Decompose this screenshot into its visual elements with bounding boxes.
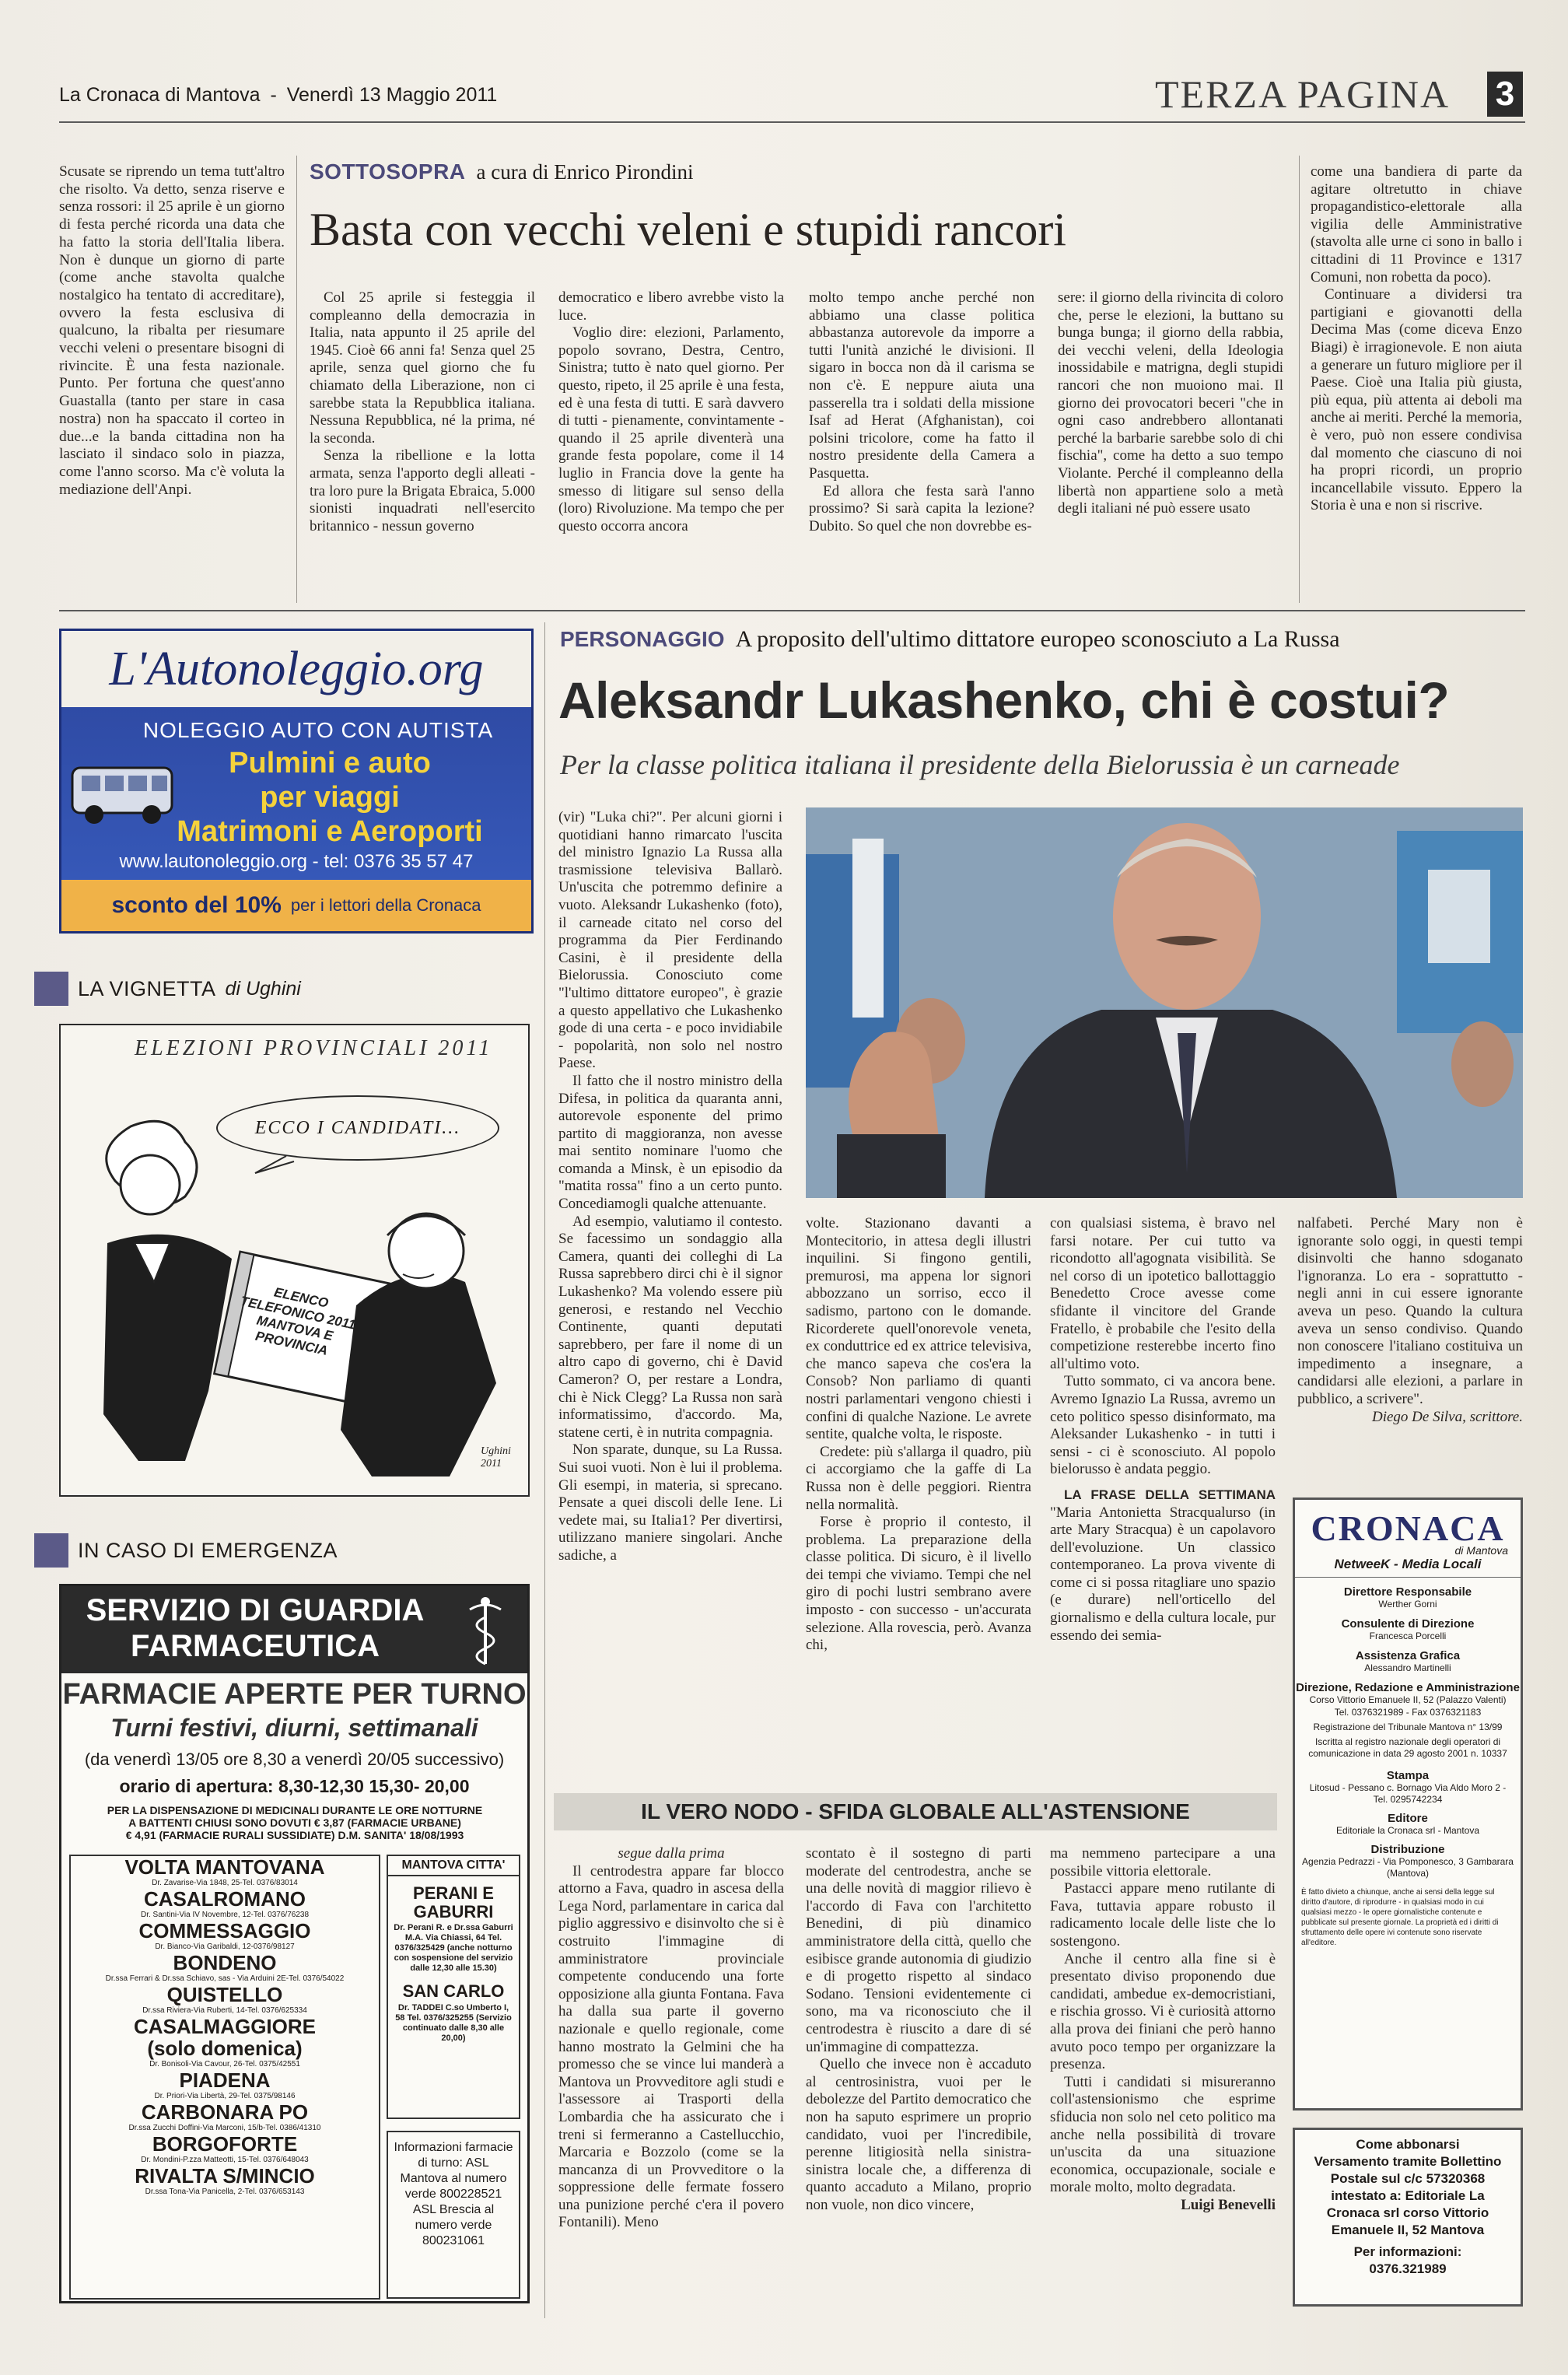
turni-date: (da venerdì 13/05 ore 8,30 a venerdì 20/05 successivo) <box>84 1750 505 1769</box>
pharmacy-details: Dr. Santini-Via IV Novembre, 12-Tel. 0376/76238 <box>140 1911 310 1919</box>
pharmacy-list-item <box>71 1920 379 1952</box>
masthead-role: Direzione, Redazione e Amministrazione <box>1296 1681 1520 1694</box>
pharmacy-list-item <box>71 1856 379 1888</box>
sottosopra-kicker-row <box>310 159 693 184</box>
autonoleggio-ad[interactable] <box>59 629 534 934</box>
pharmacy-list <box>71 1856 379 2197</box>
nodo-col-2: scontato è il sostegno di parti moderate del centrodestra, anche se una delle novità di maggior rilievo è l'accordo di Fava con l'architetto Benedini, di più dinamico amministratore della città, quello che esibisce grande autonomia di giudizio e di progetto rispetto al sindaco Sodano. Tensioni evidentemente ci sono, ma va riconosciuto che il centrodestra è riuscito a dare di sé un'immagine di compattezza. Quello che invece non è accaduto al centrosinistra, vuoi per le debolezze del Partito democratico che non ha saputo esprimere un proprio candidato, vuoi per l'incredibile, perenne litigiosità nella sinistra-sinistra locale che, a differenza di quanto accaduto a Milano, proprio non vuole, non dico vincere, <box>806 1845 1031 2213</box>
header-rule <box>59 121 1525 123</box>
masthead-person: Francesca Porcelli <box>1369 1631 1447 1641</box>
paper-name: La Cronaca di Mantova <box>59 84 261 106</box>
personaggio-subhead: Per la classe politica italiana il presidente della Bielorussia è un carneade <box>560 749 1400 780</box>
pharmacy-details: Dr. Mondini-P.zza Matteotti, 15-Tel. 0376/648043 <box>141 2156 309 2164</box>
headline: Basta con vecchi veleni e stupidi rancori <box>310 204 1066 255</box>
ad-contact: www.lautonoleggio.org - tel: 0376 35 57 47 <box>119 851 474 872</box>
cartoon-box <box>59 1024 530 1497</box>
abbonarsi-box: Come abbonarsi Versamento tramite Bollettino Postale sul c/c 57320368 intestato a: Editoriale La Cronaca srl corso Vittorio Emanuele II, 52 Mantova Per informazioni: 0376.321989 <box>1293 2128 1523 2307</box>
sottosopra-col-1: Col 25 aprile si festeggia il compleanno della democrazia in Italia, nata appunto il 25 aprile del 1945. Cioè 66 anni fa! Senza quel 25 aprile, senza quel giorno che fu chiamato della Liberazione, non ci sarebbe stata la Repubblica italiana. Nessuna Repubblica, né la prima, né la seconda. Senza la ribellione e la lotta armata, senza l'apporto degli alleati - tra loro pure la Brigata Ebraica, 5.000 sionisti inquadrati nell'esercito britannico - nessun governo <box>310 289 535 534</box>
page-number: 3 <box>1487 72 1523 117</box>
cartoon-drawing <box>61 1025 530 1497</box>
pharmacy-town: CARBONARA PO <box>141 2100 309 2124</box>
sottosopra-col-4: sere: il giorno della rivincita di coloro che, perse le elezioni, la buttano su bunga bunga; il giorno della rabbia, dei vecchi veleni, della Ideologia inossidabile e matrigna, degli stupidi rancori che non muoiono mai. Il giorno dei provocatori beceri "che in ogni caso andrebbero allontanati perché la barbarie sarebbe solo di chi fischia", come ha detto a suo tempo Violante. Perché il compleanno della libertà non appartiene solo a metà degli italiani né può essere usato <box>1058 289 1283 517</box>
ad-band: NOLEGGIO AUTO CON AUTISTA <box>142 718 494 742</box>
lukashenko-photo <box>806 807 1523 1198</box>
personaggio-col-4: nalfabeti. Perché Mary non è ignorante solo oggi, in questi tempi disinvolti che hanno sdoganato l'ignoranza. Lo era - soprattutto - negli anni in cui essere ignorante aveva un peso. Quando la cultura aveva un senso condiviso. Quando non conoscere l'italiano costituiva un impedimento a insegnare, a candidarsi alle elezioni, a parlare in pubblico, a scrivere". Diego De Silva, scrittore. <box>1297 1215 1523 1425</box>
divider <box>296 156 297 603</box>
pharmacy-town: CASALROMANO <box>144 1887 306 1911</box>
header-paper-date: La Cronaca di Mantova - Venerdì 13 Maggio 2011 <box>59 84 498 106</box>
pharmacy-details: Dr.ssa Zucchi Doffini-Via Marconi, 15/b-Tel. 0386/41310 <box>128 2124 321 2132</box>
section-title: TERZA PAGINA <box>1155 72 1451 116</box>
personaggio-headline: Aleksandr Lukashenko, chi è costui? <box>558 671 1450 729</box>
sottosopra-col-2: democratico e libero avrebbe visto la luce. Voglio dire: elezioni, Parlamento, popolo sovrano, Destra, Centro, Sinistra; tutto è nato quel giorno. Per questo, ripeto, il 25 aprile è una festa, ed è una festa di tutti. E sarà davvero di tutti - pienamente, convintamente - quando il 25 aprile diventerà una grande festa popolare, come il 14 luglio in Francia dove la gente ha smesso di litigare sul senso della (loro) Rivoluzione. Ma tempo che per questo occorra ancora <box>558 289 784 534</box>
dispensazione-note: PER LA DISPENSAZIONE DI MEDICINALI DURANTE LE ORE NOTTURNE A BATTENTI CHIUSI SONO DOVUTI € 3,87 (FARMACIE URBANE) € 4,91 (FARMACIE RURALI SUSSIDIATE) D.M. SANITA' 18/08/1993 <box>107 1804 483 1841</box>
ad-brand: L'Autonoleggio.org <box>61 631 531 707</box>
aperte-title: FARMACIE APERTE PER TURNO <box>62 1678 527 1711</box>
pharmacy-details: Dr.ssa Riviera-Via Ruberti, 14-Tel. 0376/625334 <box>142 2006 307 2015</box>
masthead-person: Werther Gorni <box>1378 1599 1437 1610</box>
pharmacy-details: Dr. Priori-Via Libertà, 29-Tel. 0375/98146 <box>154 2092 296 2100</box>
cartoon-title: ELEZIONI PROVINCIALI 2011 <box>135 1036 493 1060</box>
pharmacy-list-item <box>71 2016 379 2037</box>
pharmacy-details: Dr. Bonisoli-Via Cavour, 26-Tel. 0375/42551 <box>149 2060 300 2068</box>
emergenza-header: IN CASO DI EMERGENZA <box>34 1534 579 1567</box>
masthead-person: Corso Vittorio Emanuele II, 52 (Palazzo Valenti) <box>1309 1694 1507 1705</box>
pharmacy-town: QUISTELLO <box>166 1983 283 2006</box>
caduceus-icon <box>454 1594 516 1666</box>
personaggio-col-2: volte. Stazionano davanti a Montecitorio, in attesa degli illustri inquilini. Si fingono gentili, premurosi, ma appena lor signori abbozzano un sorriso, ecco il sadismo, partono con le domande. Ricorderete quell'onorevole veneta, ex conduttrice ed ex attrice televisiva, che manco sapeva che cos'era la Consob? Non parliamo di quanti nostri parlamentari vengono chiesti i confini di qualche Nazione. Le avrete sentite, qualche volta, le risposte. Credete: più s'allarga il quadro, più ci accorgiamo che la gaffe di La Russa non è delle peggiori. Rientra nella normalità. Forse è proprio il contesto, il problema. La preparazione della classe politica. Di sicuro, è il livello dei tempi che viviamo. Tempi che nel giro di pochi lustri sembrano avere imposto - con successo - un'accurata selezione. Alla rovescia, però. Avanza chi, <box>806 1215 1031 1654</box>
pharmacy-list-item <box>71 2069 379 2101</box>
ad-headline: Pulmini e auto per viaggi Matrimoni e Aeroporti <box>177 747 483 848</box>
masthead-box: CRONACA di Mantova NetweeK - Media Locali Direttore Responsabile Werther Gorni Consulente di Direzione Francesca Porcelli Assistenza Grafica Alessandro Martinelli Direzione, Redazione e Amministrazione Corso Vittorio Emanuele II, 52 (Palazzo Valenti) Tel. 0376321989 - Fax 0376321183 Registrazione del Tribunale Mantova n° 13/99 Iscritta al registro nazionale degli operatori di comunicazione in data 29 agosto 2001 n. 10337 Stampa Litosud - Pessano c. Bornago Via Aldo Moro 2 - Tel. 0295742234 Editore Editoriale la Cronaca srl - Mantova Distribuzione Agenzia Pedrazzi - Via Pomponesco, 3 Gambarara (Mantova) È fatto divieto a chiunque, anche ai sensi della legge sul diritto d'autore, di riprodurre - in qualsiasi modo in cui qualsiasi mezzo - le opere giornalistiche contenute e pubblicate sul presente giornale. La proprietà ed i diritti di sfruttamento delle opere ivi contenute sono riservate all'editore. <box>1293 1498 1523 2111</box>
masthead-roles <box>1295 1585 1521 1705</box>
vignetta-header: LA VIGNETTA di Ughini <box>34 972 579 1005</box>
info-box: Informazioni farmacie di turno: ASL Mantova al numero verde 800228521 ASL Brescia al numero verde 800231061 <box>387 2131 520 2299</box>
pharmacy-town: RIVALTA S/MINCIO <box>135 2164 315 2188</box>
pharmacy-list-item <box>71 1984 379 2016</box>
nodo-title-bar: IL VERO NODO - SFIDA GLOBALE ALL'ASTENSIONE <box>554 1793 1277 1830</box>
speech-bubble: ECCO I CANDIDATI... <box>216 1095 499 1161</box>
pharmacy-details: Dr.ssa Ferrari & Dr.ssa Schiavo, sas - Via Arduini 2E-Tel. 0376/54022 <box>105 1974 345 1983</box>
orario: orario di apertura: 8,30-12,30 15,30- 20,00 <box>119 1776 470 1796</box>
pharmacy-town: PIADENA <box>179 2068 271 2092</box>
masthead-name: CRONACA <box>1311 1508 1505 1548</box>
masthead-person: Alessandro Martinelli <box>1364 1662 1451 1673</box>
kicker: SOTTOSOPRA <box>310 159 466 184</box>
pharmacy-town: BORGOFORTE <box>152 2132 298 2156</box>
section-rule <box>59 610 1525 611</box>
photo-illustration <box>806 807 1523 1198</box>
sottosopra-col-5: come una bandiera di parte da agitare oltretutto in chiave propagandistico-elettorale alla vigilia delle Amministrative (stavolta alle urne ci sono in ballo i cittadini di 11 Province e 1317 Comuni, non robetta da poco). Continuare a dividersi tra partigiani e giovanotti della Decima Mas (come diceva Enzo Biagi) è irragionevole. E non aiuta a generare un futuro migliore per il Paese. Cioè una Italia più giusta, più equa, più attenta ai deboli ma anche ai meriti. Perché la memoria, è vero, può non essere condivisa dal momento che ciascuno di noi ha propri ricordi, un proprio incancellabile vissuto. Eppero la Storia è una e non si riscrive. <box>1311 163 1522 514</box>
sottosopra-col-3: molto tempo anche perché non abbiamo una classe politica abbastanza autorevole da imporre a tutti l'unità anziché le divisioni. Il sigaro in bocca non dà il carisma se non c'è. E neppure aiuta una passerella tra i soldati della missione Isaf ad Herat (Afghanistan), coi polsini tricolore, come ha fatto il nostro presidente della Camera a Pasquetta. Ed allora che festa sarà l'anno prossimo? Si sarà capita la lezione? Dubito. So quel che non dovrebbe es- <box>809 289 1034 534</box>
masthead-role: Consulente di Direzione <box>1341 1617 1475 1631</box>
pharmacy-list-item <box>71 1888 379 1920</box>
pharmacy-list-item <box>71 2037 379 2069</box>
turni: Turni festivi, diurni, settimanali <box>110 1714 478 1742</box>
book-label: ELENCO TELEFONICO 2011 MANTOVA E PROVINCIA <box>239 1284 357 1358</box>
artist-signature: Ughini 2011 <box>481 1445 511 1469</box>
divider <box>1299 156 1300 603</box>
pharmacy-list-item <box>71 2101 379 2133</box>
pharmacy-details: Dr. Zavarise-Via 1848, 25-Tel. 0376/83014 <box>152 1879 298 1887</box>
masthead-role: Assistenza Grafica <box>1355 1649 1461 1662</box>
pharmacy-list-item <box>71 2133 379 2165</box>
provincia-list <box>69 1855 380 2300</box>
pharmacy-details: Dr. Bianco-Via Garibaldi, 12-0376/98127 <box>155 1942 295 1951</box>
pharmacy-town: VOLTA MANTOVANA <box>124 1855 325 1879</box>
pharmacy-details: Dr.ssa Tona-Via Panicella, 2-Tel. 0376/653143 <box>145 2188 305 2196</box>
pharmacy-list-item <box>71 1952 379 1984</box>
pharmacy-town: BONDENO <box>173 1951 277 1974</box>
personaggio-kicker-row: PERSONAGGIO A proposito dell'ultimo dittatore europeo sconosciuto a La Russa <box>560 626 1340 652</box>
masthead-role: Direttore Responsabile <box>1343 1585 1472 1599</box>
section-square <box>34 972 68 1006</box>
mantova-citta-box: MANTOVA CITTA' PERANI E GABURRI Dr. Perani R. e Dr.ssa Gaburri M.A. Via Chiassi, 64 Tel. 0376/325429 (anche notturno con sospensione del servizio dalle 12,30 alle 15.30) SAN CARLO Dr. TADDEI C.so Umberto I, 58 Tel. 0376/325255 (Servizio continuato dalle 8,30 alle 20,00) <box>387 1855 520 2119</box>
ad-discount: sconto del 10% per i lettori della Cronaca <box>61 880 531 931</box>
nodo-col-3: ma nemmeno partecipare a una possibile vittoria elettorale. Pastacci appare meno rutilante di Fava, tuttavia appare robusto il radicamento locale delle liste che lo sostengono. Anche il centro alla fine si è presentato diviso proponendo due candidati, ambedue ex-democristiani, e rischia grosso. Vi è curiosità attorno alla prova dei finiani che però hanno avuto poco tempo per organizzare la presenza. Tutti i candidati si misureranno coll'astensionismo che esprime sfiducia non solo nel ceto politico ma anche nella possibilità di trovare un'uscita da una situazione economica, occupazionale, sociale e morale molto, molto degradata. Luigi Benevelli <box>1050 1845 1276 2213</box>
ad-blue-panel <box>61 707 531 880</box>
section-square <box>34 1533 68 1568</box>
byline: a cura di Enrico Pirondini <box>476 160 694 184</box>
issue-date: Venerdì 13 Maggio 2011 <box>286 84 498 106</box>
personaggio-col-3: con qualsiasi sistema, è bravo nel farsi notare. Per cui tutto va ricondotto all'agognata visibilità. Se nel corso di un ipotetico ballottaggio Benedetto Croce avesse come sfidante il vincitore del Grande Fratello, è probabile che l'esito della competizione resterebbe incerto fino all'ultimo voto. Tutto sommato, ci va ancora bene. Avremo Ignazio La Russa, avremo un ceto politico spesso disinformato, ma Aleksander Lukashenko - in tutti i sensi - ci è sconosciuto. Al popolo bielorusso è andata peggio. LA FRASE DELLA SETTIMANA "Maria Antonietta Stracqualurso (in arte Mary Stracqua) è un capolavoro dell'evoluzione. Un classico contemporaneo. La prova vivente di come ci si possa ritagliare uno spazio (e durare) nell'orticello del giornalismo e della cultura locale, pur essendo dei semia- <box>1050 1215 1276 1644</box>
pharmacy-title: SERVIZIO DI GUARDIA FARMACEUTICA <box>61 1586 527 1673</box>
nodo-col-1: segue dalla prima Il centrodestra appare far blocco attorno a Fava, quadro in ascesa della Lega Nord, parlamentare in carica dal piglio aggressivo e disinvolto che si è costruito l'immagine di amministratore provinciale competente conducendo una forte opposizione alla giunta Fontana. Fava ha dalla sua parte il governo nazionale e quello regionale, come hanno mostrato la Gelmini che ha promesso che se vince lui manderà a Mantova un Provveditore agli studi e l'assessore ai Trasporti della Lombardia che ha assicurato che i treni si fermeranno a Castellucchio, Marcaria e Bozzolo (come se la mancanza di un Provveditore o la soppressione delle fermate fossero una punizione perché c'era il povero Fontanili). Meno <box>558 1845 784 2231</box>
pharmacy-town: (solo domenica) <box>147 2037 303 2060</box>
left-column-article: Scusate se riprendo un tema tutt'altro che risolto. Va detto, senza riserve e senza rossori: il 25 aprile è un giorno di festa perché ricorda una data che ha fatto la storia dell'Italia libera. Non è dunque un giorno di parte (come anche stavolta qualche nostalgico ha tentato di accreditare), ovvero la festa esclusiva di qualcuno, la ribalta per riesumare vecchi veleni o presentare bisogni di rivincite. È una festa nazionale. Punto. Per fortuna che quest'anno Guastalla (tanto per stare in casa nostra) non ha spaccato il corteo in due...e la banda cittadina non ha lasciato il sindaco solo in piazza, come l'anno scorso. Ma c'è voluta la mediazione dell'Anpi. <box>59 163 285 498</box>
pharmacy-town: CASALMAGGIORE <box>134 2015 316 2038</box>
divider <box>544 622 545 2318</box>
pharmacy-list-item <box>71 2165 379 2197</box>
personaggio-col-1: (vir) "Luka chi?". Per alcuni giorni i quotidiani hanno rimarcato l'uscita del ministro Ignazio La Russa alla trasmissione televisiva Ballarò. Un'uscita che potremmo definire a vuoto. Aleksandr Lukashenko (foto), il carneade citato nel corso del programma da Pier Ferdinando Casini, è il presidente della Bielorussia. Conosciuto come "l'ultimo dittatore europeo", è grazie a questo appellativo che Lukashenko gode di una certa - e poco invidiabile - popolarità, non solo nel nostro Paese. Il fatto che il nostro ministro della Difesa, in politica da quaranta anni, autorevole esponente del primo partito di maggioranza, non avesse mai sentito nominare l'uomo che comanda a Minsk, è un episodio da "matita rossa" fino a un certo punto. Concediamogli qualche attenuante. Ad esempio, valutiamo il contesto. Se facessimo un sondaggio alla Camera, quanti dei colleghi di La Russa saprebbero dirci chi è il signor Lukashenko? Ma volendo essere più generosi, e restando nel Vecchio Continente, quanti deputati saprebbero, per fare il nome di un altro capo di governo, chi è David Cameron? O, per restare a Londra, chi è Nick Clegg? La Russa non sarà informatissimo, d'accordo. Ma, statene certi, è in nutrita compagnia. Non sparate, dunque, su La Russa. Sui suoi vuoti. Non è lui il problema. Gli esempi, in materia, si sprecano. Pensate a quei discoli delle Iene. Li vedete mai, su Italia1? Per divertirsi, utilizzano maniere singolari. Anche sadiche, a <box>558 809 782 1564</box>
pharmacy-box <box>59 1584 530 2303</box>
pharmacy-town: COMMESSAGGIO <box>138 1919 311 1942</box>
